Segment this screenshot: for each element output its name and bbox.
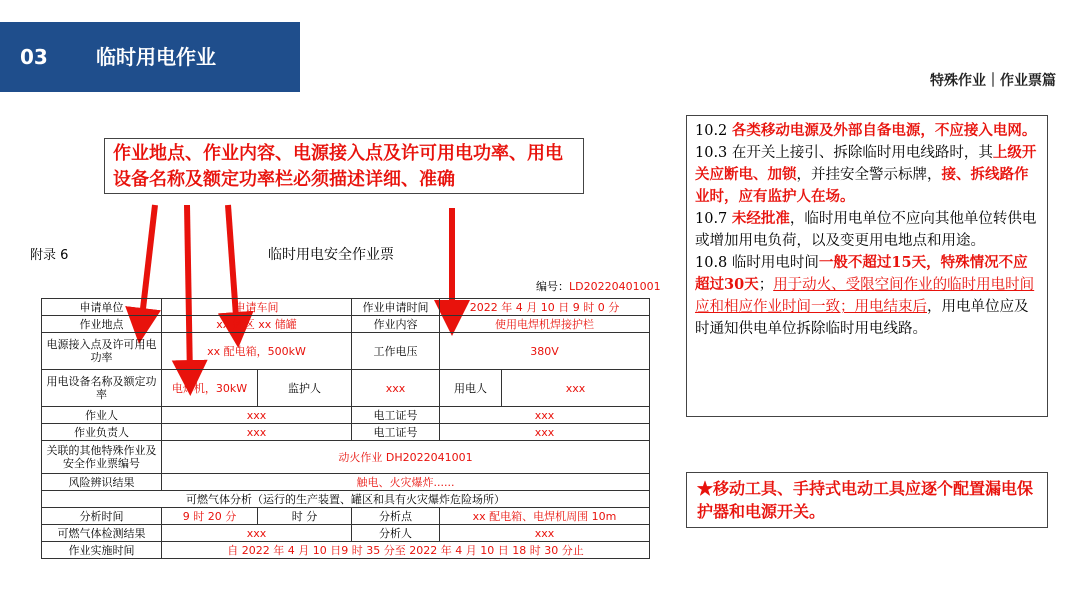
section-number: 03	[20, 45, 48, 69]
content-value: 使用电焊机焊接护栏	[440, 316, 650, 333]
rule-10-8	[695, 252, 1039, 340]
rule-highlight: 各类移动电源及外部自备电源，不应接入电网。	[731, 122, 1037, 139]
rule-text: ，用电单位应及时通知供电单位拆除临时用电线路。	[695, 299, 1029, 337]
table-row	[42, 424, 650, 441]
rule-text: 10.8 临时用电时间	[695, 255, 819, 271]
analysis-time-label: 分析时间	[42, 508, 162, 525]
table-row	[42, 508, 650, 525]
user-value: xxx	[502, 370, 650, 407]
table-row	[42, 542, 650, 559]
rule-text: 10.7	[695, 211, 732, 227]
callout-box: 作业地点、作业内容、电源接入点及许可用电功率、用电设备名称及额定功率栏必须描述详细、准确	[104, 138, 584, 194]
analysis-point-label: 分析点	[352, 508, 440, 525]
risk-label: 风险辨识结果	[42, 474, 162, 491]
table-row	[42, 407, 650, 424]
table-row	[42, 441, 650, 474]
period-label: 作业实施时间	[42, 542, 162, 559]
rule-text: ，并挂安全警示标牌，	[796, 167, 942, 183]
power-point-value: xx 配电箱，500kW	[162, 333, 352, 370]
form-title: 临时用电安全作业票	[268, 247, 394, 263]
permit-form-table	[41, 298, 650, 559]
serial-label: 编号：	[536, 280, 569, 293]
content-label: 作业内容	[352, 316, 440, 333]
top-right-label: 特殊作业｜作业票篇	[930, 73, 1056, 89]
related-value: 动火作业 DH2022041001	[162, 441, 650, 474]
appendix-label: 附录 6	[30, 248, 69, 263]
gas-result-value: xxx	[162, 525, 352, 542]
risk-value: 触电、火灾爆炸......	[162, 474, 650, 491]
guardian-label: 监护人	[258, 370, 352, 407]
location-value: xx 罐区 xx 储罐	[162, 316, 352, 333]
star-note-box: ★移动工具、手持式电动工具应逐个配置漏电保护器和电源开关。	[686, 472, 1048, 528]
apply-unit-value: 申请车间	[162, 299, 352, 316]
table-row	[42, 370, 650, 407]
table-row	[42, 316, 650, 333]
table-row	[42, 474, 650, 491]
cert1-value: xxx	[440, 407, 650, 424]
location-label: 作业地点	[42, 316, 162, 333]
cert2-value: xxx	[440, 424, 650, 441]
worker-value: xxx	[162, 407, 352, 424]
analysis-time-value: 9 时 20 分	[162, 508, 258, 525]
worker-label: 作业人	[42, 407, 162, 424]
analyst-label: 分析人	[352, 525, 440, 542]
leader-value: xxx	[162, 424, 352, 441]
rule-highlight: 接、拆线路作业时，应有监护人在场。	[695, 166, 1029, 205]
rules-box	[686, 115, 1048, 417]
apply-unit-label: 申请单位	[42, 299, 162, 316]
serial-number	[536, 278, 661, 294]
section-title: 临时用电作业	[96, 45, 216, 69]
rule-highlight: 一般不超过15天，特殊情况不应超过30天	[695, 254, 1028, 293]
rule-underline: 用于动火、受限空间作业的临时用电时间应和相应作业时间一致；用电结束后	[695, 277, 1035, 315]
rule-10-3	[695, 142, 1039, 208]
guardian-value: xxx	[352, 370, 440, 407]
rule-highlight: 未经批准	[731, 210, 790, 227]
leader-label: 作业负责人	[42, 424, 162, 441]
cert2-label: 电工证号	[352, 424, 440, 441]
voltage-label: 工作电压	[352, 333, 440, 370]
related-label: 关联的其他特殊作业及安全作业票编号	[42, 441, 162, 474]
table-row	[42, 525, 650, 542]
table-row	[42, 491, 650, 508]
rule-text: 10.2	[695, 123, 732, 139]
voltage-value: 380V	[440, 333, 650, 370]
gas-analysis-header: 可燃气体分析（运行的生产装置、罐区和具有火灾爆炸危险场所）	[42, 491, 650, 508]
cert1-label: 电工证号	[352, 407, 440, 424]
analysis-point-value: xx 配电箱、电焊机周围 10m	[440, 508, 650, 525]
rule-text: ；	[758, 277, 774, 293]
analysis-time-blank: 时 分	[258, 508, 352, 525]
apply-time-value: 2022 年 4 月 10 日 9 时 0 分	[440, 299, 650, 316]
equipment-value: 电焊机，30kW	[162, 370, 258, 407]
serial-value: LD20220401001	[569, 280, 661, 293]
equipment-label: 用电设备名称及额定功率	[42, 370, 162, 407]
rule-text: ，临时用电单位不应向其他单位转供电或增加用电负荷，以及变更用电地点和用途。	[695, 211, 1037, 249]
table-row	[42, 333, 650, 370]
period-value: 自 2022 年 4 月 10 日9 时 35 分至 2022 年 4 月 10 日 18 时 30 分止	[162, 542, 650, 559]
apply-time-label: 作业申请时间	[352, 299, 440, 316]
power-point-label: 电源接入点及许可用电功率	[42, 333, 162, 370]
analyst-value: xxx	[440, 525, 650, 542]
rule-10-2	[695, 120, 1039, 142]
rule-highlight: 上级开关应断电、加锁	[695, 144, 1037, 183]
user-label: 用电人	[440, 370, 502, 407]
rule-text: 10.3 在开关上接引、拆除临时用电线路时，其	[695, 145, 993, 161]
gas-result-label: 可燃气体检测结果	[42, 525, 162, 542]
table-row	[42, 299, 650, 316]
rule-10-7	[695, 208, 1039, 252]
